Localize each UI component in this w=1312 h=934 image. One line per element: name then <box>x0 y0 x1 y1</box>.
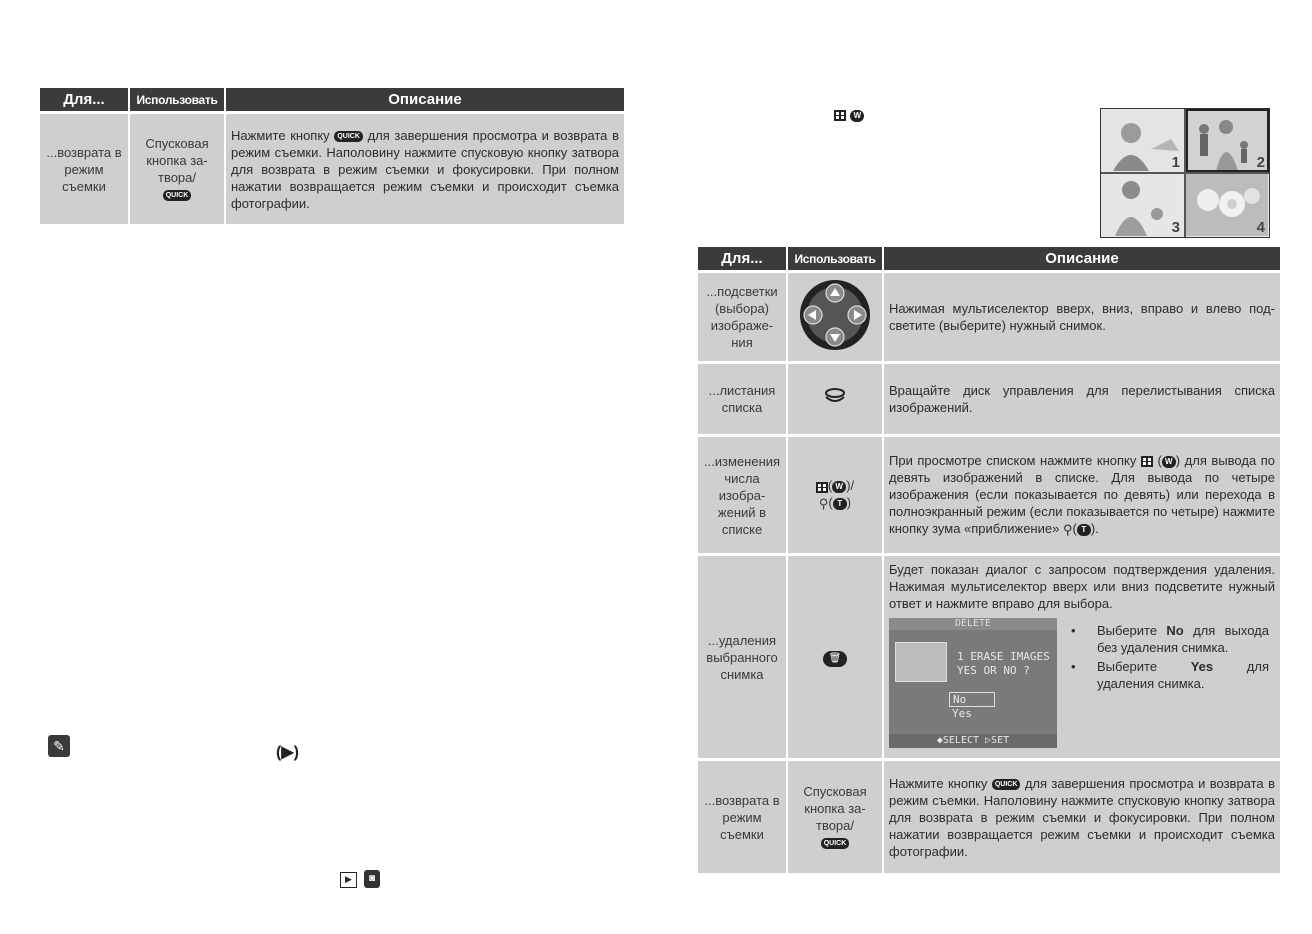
dialog-line: YES OR NO ? <box>957 663 1030 677</box>
table-row <box>698 761 1280 873</box>
desc-start: При просмотре списком нажмите кнопку <box>889 452 1137 468</box>
header-use: Использовать <box>130 88 224 114</box>
table-row <box>698 273 1280 364</box>
header-use: Использовать <box>788 247 882 273</box>
thumbnail <box>1186 174 1269 237</box>
list-item <box>1069 658 1269 692</box>
use-label: Спусковая кнопка затвора/ <box>803 784 867 833</box>
thumbnail-number: 4 <box>1256 219 1265 236</box>
use-label: Спусковая кнопка затвора/ <box>145 136 209 185</box>
bullet-text: Выберите <box>1097 658 1158 674</box>
cell-for: ...удаления выбранного снимка <box>698 556 786 761</box>
thumbnail-number: 1 <box>1171 154 1180 171</box>
table-return-shooting <box>38 88 626 224</box>
thumbnail <box>1101 109 1184 172</box>
w-button-icon: W <box>832 481 846 493</box>
cell-use: ( W )/ ⚲( T ) <box>788 437 882 556</box>
header-for: Для... <box>698 247 786 273</box>
thumbnail-number: 2 <box>1256 154 1265 171</box>
cell-for: ...подсветки (выбора) изображения <box>698 273 786 364</box>
quick-icon: QUICK <box>992 779 1021 790</box>
cell-for: ...возврата в режим съемки <box>40 114 128 224</box>
dialog-line: 1 ERASE IMAGES <box>957 649 1050 663</box>
option-no: No <box>949 692 995 707</box>
header-desc: Описание <box>226 88 624 114</box>
header-for: Для... <box>40 88 128 114</box>
cell-use <box>788 761 882 873</box>
command-dial-icon <box>824 388 846 406</box>
cell-use <box>130 114 224 224</box>
playback-icon: ▶ <box>340 872 357 888</box>
thumbnail-zoom-icons <box>834 107 864 125</box>
grid-icon <box>1141 456 1153 467</box>
t-button-icon: T <box>833 498 847 510</box>
cell-desc <box>884 761 1280 873</box>
bullet-bold: Yes <box>1190 658 1214 674</box>
dialog-title: DELETE <box>889 618 1057 630</box>
dialog-thumbnail <box>895 642 947 682</box>
table-row <box>698 556 1280 761</box>
bullet-text: для удаления снимка. <box>1097 658 1269 691</box>
cell-for: ...возврата в режим съемки <box>698 761 786 873</box>
cell-for: ...листания списка <box>698 364 786 437</box>
table-row <box>40 114 624 224</box>
cell-desc: Нажимая мультиселектор вверх, вниз, вправо и влево подсветите (выберите) нужный снимок. <box>884 273 1280 364</box>
w-button-icon: W <box>1162 456 1176 468</box>
table-row <box>698 364 1280 437</box>
quick-icon: QUICK <box>163 190 192 201</box>
t-button-icon: T <box>1077 524 1091 536</box>
table-row <box>698 437 1280 556</box>
thumbnail <box>1101 174 1184 237</box>
list-item <box>1069 622 1269 656</box>
table-thumbnail-playback <box>696 247 1282 873</box>
magnify-icon: ⚲ <box>818 496 829 512</box>
cell-desc <box>226 114 624 224</box>
header-desc: Описание <box>884 247 1280 273</box>
bullet-bold: No <box>1166 622 1184 638</box>
bullet-text: для выхода без удаления снимка. <box>1097 622 1269 655</box>
cell-use <box>788 364 882 437</box>
quick-icon: QUICK <box>821 838 850 849</box>
cell-desc: При просмотре списком нажмите кнопку ( W ) для вывода по девять изображений в списке. Для вывода по четыре изображения (если показывается по девять) или перехода в полноэкранный режим (если показывается по четыре) нажмите кнопку зума «приближение» ⚲( T ). <box>884 437 1280 556</box>
delete-dialog <box>889 618 1057 748</box>
trash-icon: 🗑 <box>823 651 847 667</box>
multi-selector-icon <box>799 279 871 351</box>
desc-end: для вывода по девять изображений в списке. Для вывода по четыре изображения (если показывается по девять) или перехода в полноэкранный режим (если показывается по четыре) нажмите кнопку зума «приближение» <box>889 452 1275 536</box>
thumbnail-grid <box>1100 108 1270 238</box>
desc-end: для завершения просмотра и возврата в режим съемки. Наполовину нажмите спусковую кнопку затвора для возврата в режим съемки и фокусировки. При полном нажатии возвращается режим съемки и происходит съемка фотографии. <box>889 775 1275 859</box>
quick-icon: QUICK <box>334 131 363 142</box>
cell-desc: Вращайте диск управления для перелистывания списка изображений. <box>884 364 1280 437</box>
cell-for: ...изменения числа изображений в списке <box>698 437 786 556</box>
cell-use <box>788 556 882 761</box>
grid-icon <box>816 482 828 493</box>
dialog-message <box>957 650 1050 678</box>
thumbnail <box>1186 109 1269 172</box>
camera-mode-icon: ◙ <box>364 870 380 888</box>
w-button-icon: W <box>850 110 864 122</box>
dialog-bar: ◆SELECT ▷SET <box>889 734 1057 748</box>
thumbnail-number: 3 <box>1171 219 1180 236</box>
grid-icon <box>834 110 846 121</box>
desc-start: Нажмите кнопку <box>889 775 988 791</box>
desc-top: Будет показан диалог с запросом подтверждения удаления. Нажимая мультиселектор вверх или вниз подсветите нужный ответ и нажмите вправо для выбора. <box>889 561 1275 611</box>
option-yes: Yes <box>952 706 972 720</box>
cell-use <box>788 273 882 364</box>
dialog-options <box>949 692 995 720</box>
desc-start: Нажмите кнопку <box>231 127 330 143</box>
bullet-text: Выберите <box>1097 622 1158 638</box>
note-pencil-icon: ✎ <box>48 735 70 757</box>
cell-desc <box>884 556 1280 761</box>
desc-end: для завершения просмотра и возврата в режим съемки. Наполовину нажмите спусковую кнопку затвора для возврата в режим съемки и фокусировки. При полном нажатии возвращается режим съемки и происходит съемка фотографии. <box>231 127 619 211</box>
magnify-icon: ⚲ <box>1062 522 1073 538</box>
play-button-icon: (▶) <box>276 744 299 761</box>
option-list <box>1069 622 1269 694</box>
